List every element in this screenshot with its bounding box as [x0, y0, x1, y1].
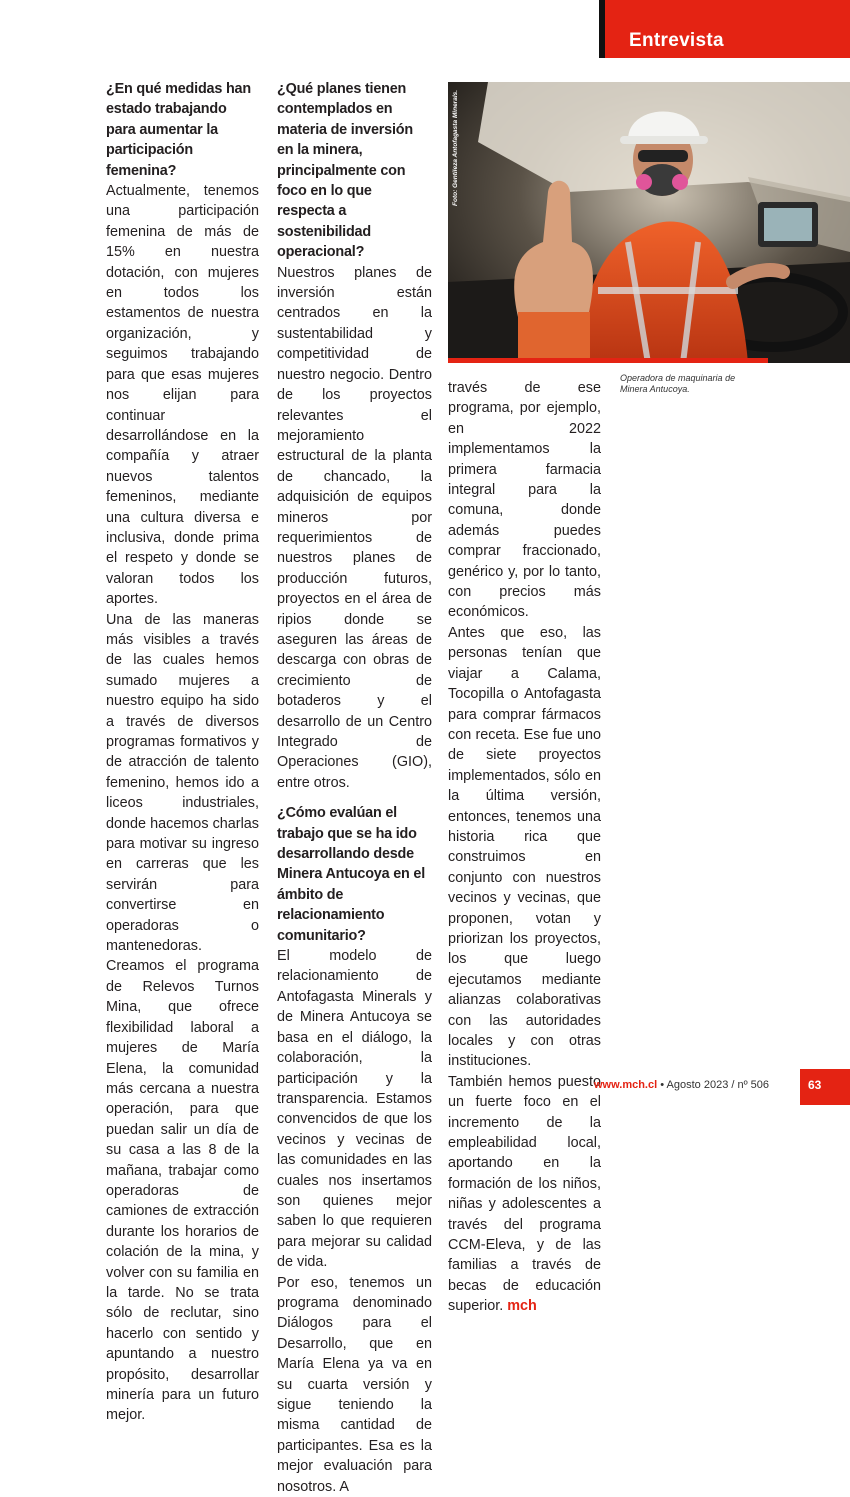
question-heading: ¿Qué planes tienen contemplados en materia de inversión en la minera, principalmente con foco en lo que respecta a sostenibilidad operacional?	[277, 81, 413, 261]
mch-end-mark: mch	[507, 1298, 537, 1315]
article-column-2	[277, 79, 432, 1497]
section-tab	[599, 0, 850, 58]
paragraph: Antes que eso, las personas tenían que viajar a Calama, Tocopilla o Antofagasta para comprar fármacos con receta. Ese fue uno de siete proyectos implementados, sólo en la última versión, entonces, tenemos una historia rica que construimos en conjunto con nuestros vecinos y vecinas, que proponen, votan y priorizan los proyectos, los que luego ejecutamos mediante alianzas colaborativas con las autoridades locales y con otras instituciones.	[448, 624, 601, 1070]
paragraph-text: También hemos puesto un fuerte foco en el incremento de la empleabilidad local, aportando en la formación de los niños, niñas y adolescentes a través del programa CCM-Eleva, y de las familias a través de becas de educación superior.	[448, 1073, 601, 1315]
paragraph	[448, 1072, 601, 1317]
mine-operator-illustration	[448, 82, 850, 363]
site-link[interactable]: www.mch.cl	[594, 1079, 658, 1091]
paragraph: Creamos el programa de Relevos Turnos Mina, que ofrece flexibilidad laboral a mujeres de María Elena, la comunidad más cercana a nuestra operación, para que puedan salir un día de su casa a las 8 de la mañana, trabajar como operadoras de camiones de extracción durante los horarios de colación de la mina, y volver con su familia en la tarde. No se trata sólo de reclutar, sino hacerlo con sentido y apuntando a nuestro propósito, desarrollar minería para un futuro mejor.	[106, 958, 259, 1424]
question-heading: ¿Cómo evalúan el trabajo que se ha ido desarrollando desde Minera Antucoya en el ámbito de relacionamiento comunitario?	[277, 805, 426, 944]
article-photo	[448, 82, 850, 363]
section-label: Entrevista	[629, 30, 724, 51]
issue-info: Agosto 2023 / nº 506	[666, 1079, 770, 1091]
photo-caption: Operadora de maquinaria de Minera Antucoya.	[620, 373, 736, 394]
paragraph: Por eso, tenemos un programa denominado Diálogos para el Desarrollo, que en María Elena ya va en su cuarta versión y sigue teniendo la misma cantidad de participantes. Esa es la mejor evaluación para nosotros. A	[277, 1274, 432, 1495]
question-heading: ¿En qué medidas han estado trabajando para aumentar la participación femenina?	[106, 81, 251, 179]
paragraph: través de ese programa, por ejemplo, en 2022 implementamos la primera farmacia integral para la comuna, donde además puedes comprar fraccionado, genérico y, por lo tanto, con precios más económicos.	[448, 380, 601, 621]
page-footer	[594, 1079, 769, 1091]
paragraph: Actualmente, tenemos una participación femenina de más de 15% en nuestra dotación, con mujeres en todos los estamentos de nuestra organización, y seguimos trabajando para que esas mujeres nos elijan para continuar desarrollándose en la compañía y atraer nuevos talentos femeninos, mediante una cultura diversa e inclusiva, donde prima el respeto y donde se valoran todos los aportes.	[106, 183, 259, 608]
paragraph: Nuestros planes de inversión están centrados en la sustentabilidad y competitividad de nuestro negocio. Dentro de los proyectos relevantes el mejoramiento estructural de la planta de chancado, la adquisición de equipos mineros por requerimientos de nuestros planes de producción futuros, proyectos en el área de ripios donde se aseguren las áreas de descarga con obras de crecimiento de botaderos y el desarrollo de un Centro Integrado de Operaciones (GIO), entre otros.	[277, 264, 432, 791]
photo-accent-bar	[448, 358, 768, 363]
page-number: 63	[800, 1069, 850, 1105]
paragraph: Una de las maneras más visibles a través de las cuales hemos sumado mujeres a nuestro equipo ha sido a través de diversos programas formativos y de atracción de talento femenino, hemos ido a liceos industriales, donde hacemos charlas para motivar su ingreso en carreras que les servirán para convertirse en operadoras o mantenedoras.	[106, 611, 259, 955]
footer-separator: •	[660, 1079, 667, 1091]
article-column-3	[448, 378, 601, 1317]
article-column-1	[106, 79, 259, 1426]
paragraph: El modelo de relacionamiento de Antofagasta Minerals y de Minera Antucoya se basa en el diálogo, la colaboración, la participación y la transparencia. Estamos convencidos de que los vecinos y vecinas de las comunidades en las cuales nos insertamos son quienes mejor saben lo que requieren para mejorar su calidad de vida.	[277, 948, 432, 1271]
photo-credit: Foto: Gentileza Antofagasta Minerals.	[452, 89, 459, 206]
